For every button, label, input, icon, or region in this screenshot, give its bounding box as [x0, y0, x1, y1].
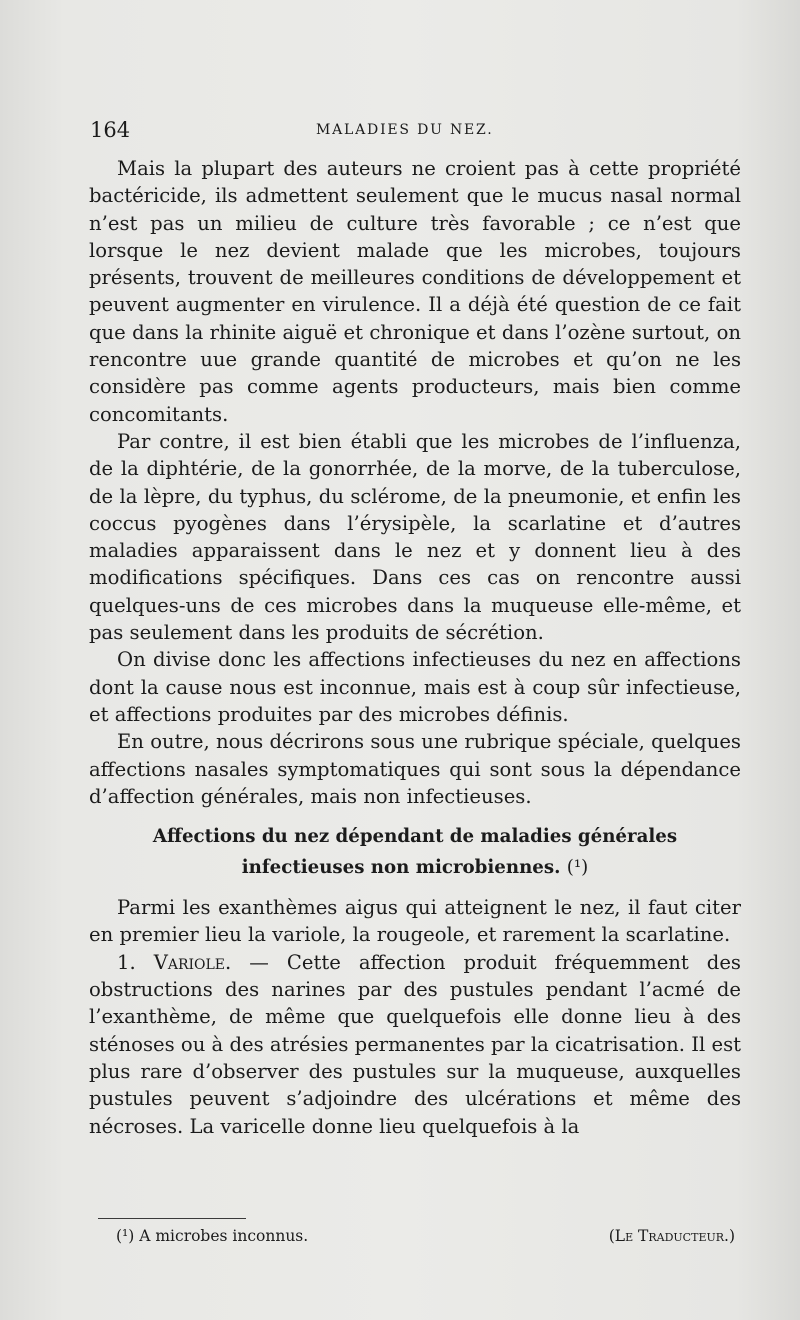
- footnote-reference: (¹): [566, 857, 589, 879]
- variole-label: 1. Variole.: [117, 950, 232, 974]
- section-heading: [89, 821, 741, 883]
- section-heading-text: Affections du nez dépendant de maladies générales infectieuses non microbiennes.: [152, 826, 678, 879]
- paragraph-microbes-etablis: Par contre, il est bien établi que les microbes de l’influenza, de la diphtérie, de la gonorrhée, de la morve, de la tuberculose, de la lèpre, du typhus, du sclérome, de la pneumonie, et enfin les coccus pyogènes dans l’érysipèle, la scarlatine et d’autres maladies apparaissent dans le nez et y donnent lieu à des modifications spécifiques. Dans ces cas on rencontre aussi quelques-uns de ces microbes dans la muqueuse elle-même, et pas seulement dans les produits de sécrétion.: [89, 429, 741, 645]
- page-number: 164: [90, 118, 131, 142]
- footnote-divider: [98, 1218, 246, 1219]
- paragraph-rubrique-speciale: En outre, nous décrirons sous une rubrique spéciale, quelques affections nasales symptomatiques qui sont sous la dépendance d’affection générales, mais non infectieuses.: [89, 730, 741, 808]
- paragraph-division: On divise donc les affections infectieuses du nez en affections dont la cause nous est inconnue, mais est à coup sûr infectieuse, et affections produites par des microbes définis.: [89, 648, 741, 726]
- running-head: [90, 118, 740, 144]
- running-title: MALADIES DU NEZ.: [316, 122, 494, 138]
- body-text: [89, 155, 741, 1140]
- paragraph-exanthemes: Parmi les exanthèmes aigus qui atteignent le nez, il faut citer en premier lieu la variole, la rougeole, et rarement la scarlatine.: [89, 896, 741, 947]
- variole-text: — Cette affection produit fréquemment des obstructions des narines par des pustules pendant l’acmé de l’exanthème, de même que quelquefois elle donne lieu à des sténoses ou à des atrésies permanentes par la cicatrisation. Il est plus rare d’observer des pustules sur la muqueuse, auxquelles pustules peuvent s’adjoindre des ulcérations et même des nécroses. La varicelle donne lieu quelquefois à la: [89, 950, 741, 1138]
- footnote-signature: (Le Traducteur.): [608, 1227, 735, 1245]
- footnote-text: (¹) A microbes inconnus.: [116, 1227, 309, 1245]
- paragraph-bactericide: Mais la plupart des auteurs ne croient pas à cette propriété bactéricide, ils admettent seulement que le mucus nasal normal n’est pas un milieu de culture très favorable ; ce n’est que lorsque le nez devient malade que les microbes, toujours présents, trouvent de meilleures conditions de développement et peuvent augmenter en virulence. Il a déjà été question de ce fait que dans la rhinite aiguë et chronique et dans l’ozène surtout, on rencontre uue grande quantité de microbes et qu’on ne les considère pas comme agents producteurs, mais bien comme concomitants.: [89, 157, 741, 426]
- paragraph-variole: [89, 949, 741, 1140]
